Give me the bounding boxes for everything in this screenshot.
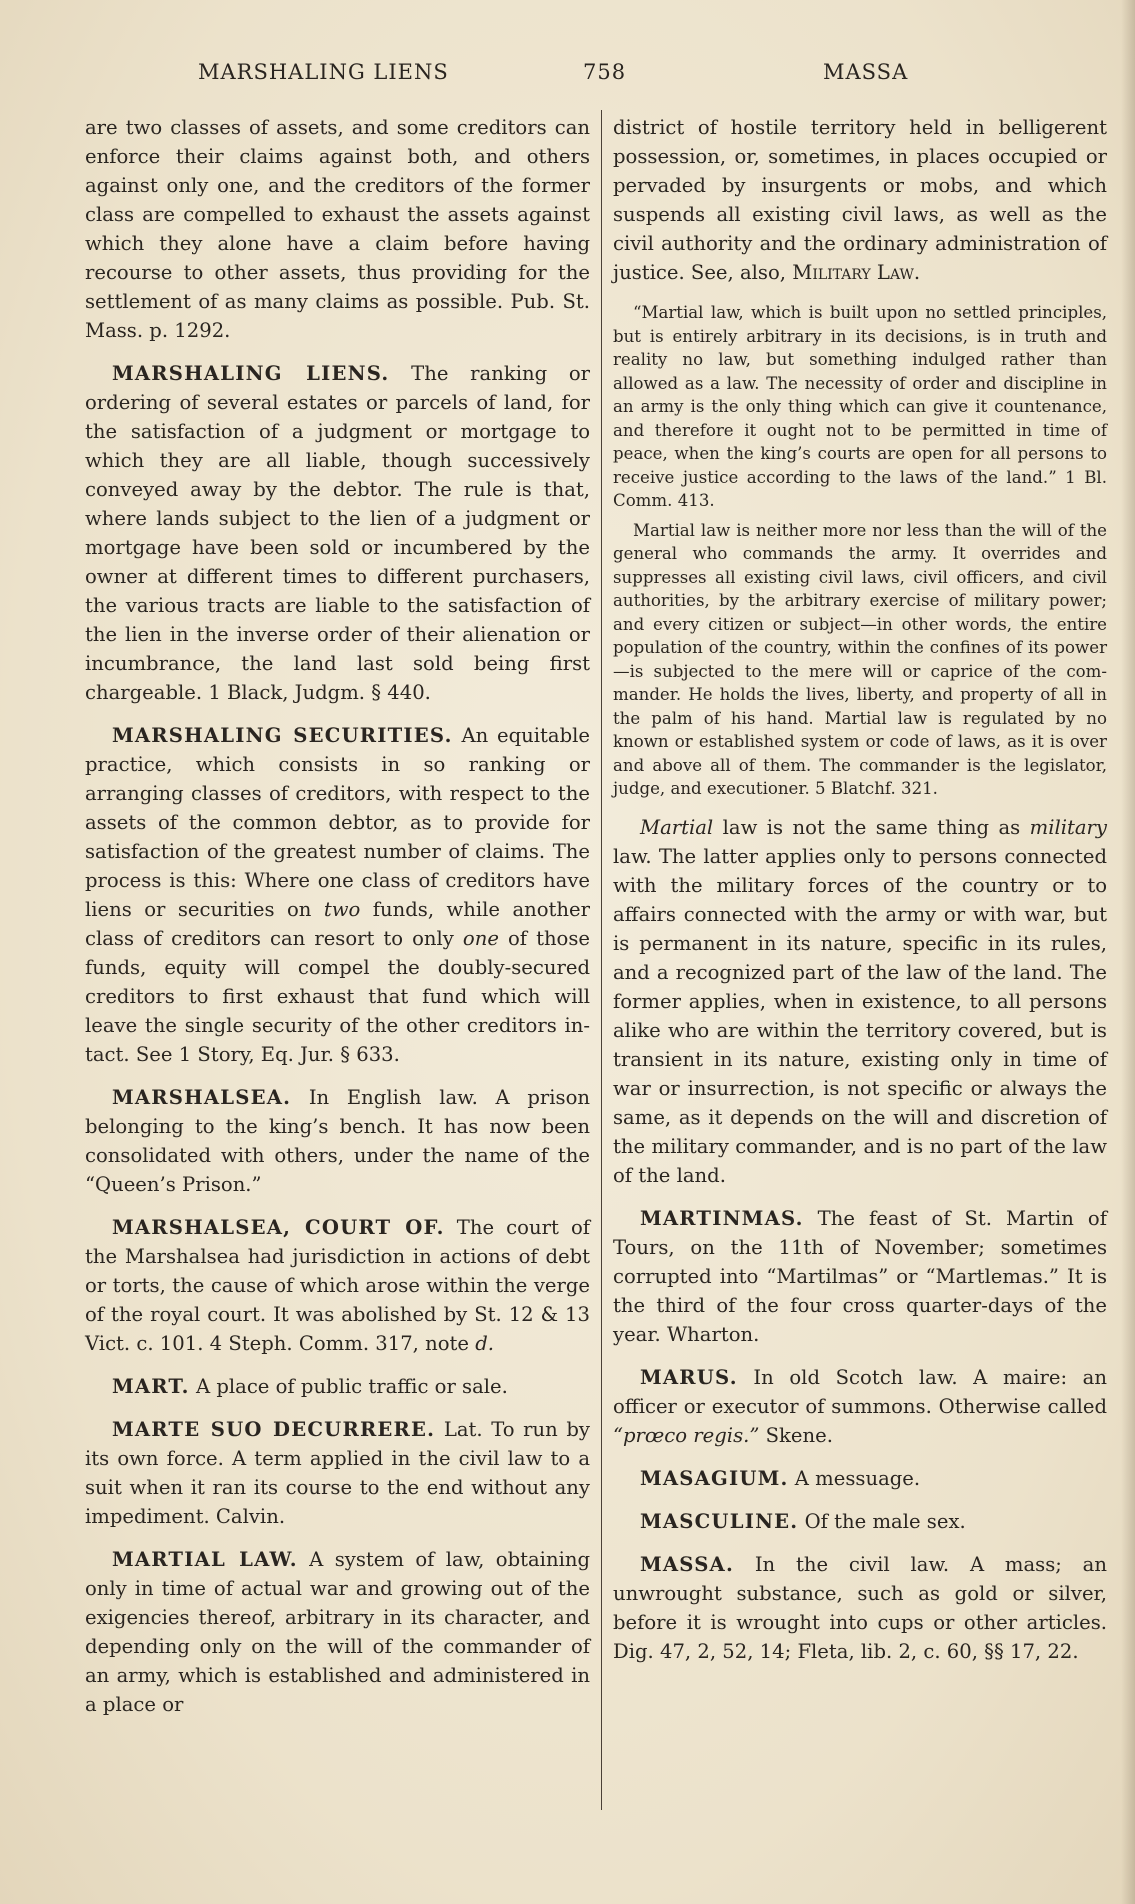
page-number: 758 (583, 60, 627, 84)
headword: MARTINMAS. (640, 1206, 804, 1230)
definition: Of the male sex. (804, 1509, 966, 1533)
definition: The ranking or ordering of several estates or parcels of land, for the satisfaction of a judgment or mortgage to which they are all liable, though successively conveyed away by the debtor. The rule is that, where lands subject to the lien of a judgment or mortgage have been sold or incumbered by the owner at different times to different purchasers, the various tracts are liable to the satisfaction of the lien in the inverse order of their alienation or incumbrance, the land last sold being first chargeable. 1 Black, Judgm. § 440. (85, 362, 591, 704)
running-header (85, 60, 1110, 90)
martial-military-distinction: Martial law is not the same thing as military law. The latter applies only to persons connected with the military forces of the country or to affairs connected with the army or with war, but is permanent in its nature, specific in its rules, and a recognized part of the law of the land. The former applies, when in existence, to all persons alike who are within the territory covered, but is transient in its nature, existing only in time of war or insurrection, is not specific or always the same, as it depends on the will and discretion of the military commander, and is no part of the law of the land. (613, 815, 1107, 1187)
entry-massa (613, 1550, 1107, 1666)
quotation-blackstone: “Martial law, which is built upon no settled principles, but is entirely arbitrary in its decisions, is in truth and reality no law, but something indulged rather than allowed as a law. The necessity of order and discipline in an army is the only thing which can give it countenance, and therefore it ought not to be permitted in time of peace, when the king’s courts are open for all persons to receive justice according to the laws of the land.” 1 Bl. Comm. 413. (613, 303, 1107, 510)
entry-marshaling-securities: MARSHALING SECURITIES. An equitable practice, which consists in so ranking or arranging classes of creditors, with respect to the assets of the common debtor, as to provide for satisfaction of the greatest number of claims. The process is this: Where one class of creditors have liens or securities on two funds, while another class of creditors can resort to only one of those funds, equity will compel the doubly-secured creditors to first exhaust that fund which will leave the single security of the other creditors intact. See 1 Story, Eq. Jur. § 633. (85, 724, 591, 1066)
headword: MASSA. (640, 1552, 734, 1576)
quotation-blatchford: Martial law is neither more nor less than the will of the general who commands the army. It overrides and suppresses all existing civil laws, civil officers, and civil authorities, by the arbitrary exercise of military power; and every citizen or subject—in other words, the entire population of the country, within the confines of its power—is subjected to the mere will or caprice of the commander. He holds the lives, liberty, and property of all in the palm of his hand. Martial law is regulated by no known or established system or code of laws, as it is over and above all of them. The commander is the legislator, judge, and executioner. 5 Blatchf. 321. (613, 520, 1107, 798)
headword: MARSHALING LIENS. (112, 362, 390, 385)
headword: MART. (112, 1375, 190, 1398)
headword: MARSHALING SECURITIES. (112, 724, 453, 747)
definition: A place of public traffic or sale. (195, 1375, 508, 1398)
headword: MARTE SUO DECURRERE. (112, 1418, 436, 1441)
definition: In the civil law. A mass; an unwrought substance, such as gold or silver, before it is wrought into cups or other articles. Dig. 47, 2, 52, 14; Fleta, lib. 2, c. 60, §§ 17, 22. (613, 1552, 1107, 1663)
headword: MASAGIUM. (640, 1466, 789, 1490)
entry-masagium (613, 1464, 1107, 1493)
definition: A system of law, obtaining only in time of actual war and growing out of the exigencies thereof, arbitrary in its character, and depending only on the will of the commander of an army, which is established and administered in a place or (85, 1548, 590, 1716)
headword: MARSHALSEA, COURT OF. (112, 1216, 445, 1239)
entry-marshalsea-court: MARSHALSEA, COURT OF. The court of the Marshalsea had jurisdiction in actions of debt or torts, the cause of which arose within the verge of the royal court. It was abolished by St. 12 & 13 Vict. c. 101. 4 Steph. Comm. 317, note d. (85, 1216, 590, 1355)
headword: MASCULINE. (640, 1509, 799, 1533)
entry-marshalsea (85, 1083, 590, 1199)
definition: Lat. To run by its own force. A term applied in the civil law to a suit when it ran its course to the end without any impediment. Calvin. (85, 1418, 590, 1528)
headword: MARTIAL LAW. (112, 1548, 298, 1571)
column-divider (601, 110, 602, 1810)
definition: A messuage. (794, 1466, 921, 1490)
entry-mart (85, 1372, 590, 1401)
header-right-guideword: MASSA (823, 60, 909, 84)
entry-marte-suo-decurrere (85, 1415, 590, 1531)
entry-martial-law (85, 1545, 590, 1719)
entry-marus: MARUS. In old Scotch law. A maire: an officer or executor of summons. Otherwise called “prœco regis.” Skene. (613, 1365, 1107, 1447)
right-column (613, 113, 1107, 1680)
entry-masculine (613, 1507, 1107, 1536)
entry-marshaling-liens (85, 359, 590, 707)
cross-reference: Military Law. (792, 261, 921, 284)
headword: MARUS. (640, 1365, 738, 1389)
definition: The feast of St. Martin of Tours, on the 11th of November; sometimes corrupted into “Martilmas” or “Martlemas.” It is the third of the four cross quarter-days of the year. Wharton. (613, 1206, 1107, 1346)
definition: In English law. A prison belonging to the king’s bench. It has now been consolidated with others, under the name of the “Queen’s Prison.” (85, 1086, 590, 1196)
headword: MARSHALSEA. (112, 1086, 292, 1109)
header-left-guideword: MARSHALING LIENS (198, 60, 449, 84)
entry-continuation: are two classes of assets, and some creditors can enforce their claims against both, and others against only one, and the creditors of the former class are compelled to exhaust the assets against which they alone have a claim before having recourse to other assets, thus providing for the settlement of as many claims as possible. Pub. St. Mass. p. 1292. (85, 116, 590, 342)
left-column (85, 113, 590, 1733)
page-spine-shadow (1121, 0, 1135, 1904)
entry-martinmas (613, 1204, 1107, 1349)
martial-law-continuation: district of hostile territory held in belligerent possession, or, sometimes, in places occupied or pervaded by insurgents or mobs, and which suspends all existing civil laws, as well as the civil authority and the ordinary administration of justice. See, also, Military Law. (613, 116, 1107, 284)
